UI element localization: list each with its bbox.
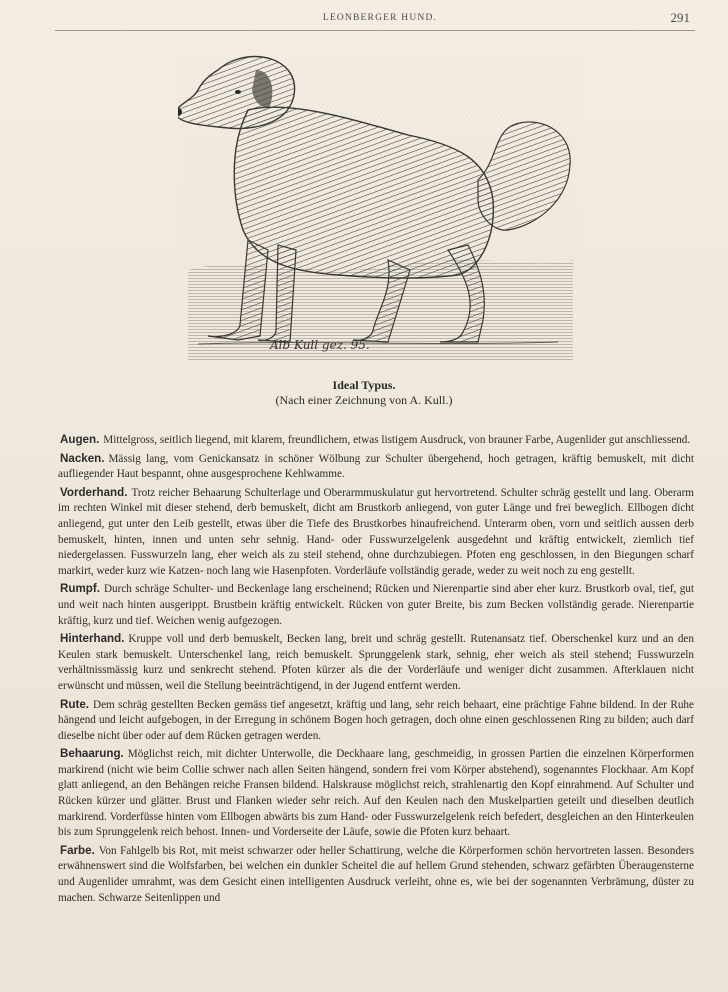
section-text: Von Fahlgelb bis Rot, mit meist schwarzer oder heller Schattirung, welche die Körperformen schön hervortreten lassen. Besonders erwähnenswert sind die Wolfsfarben, bei welchen ein dunkler Scheitel die auf hellem Grund stehenden, schwarz gefärbten Überaugensterne und Augenlider umrahmt, was dem Gesicht einen intelligenten Ausdruck verleiht, ohne es, wie bei der sogenannten Verbrämung, düster zu machen. Schwarze Seitenlippen und: [58, 844, 694, 904]
breed-standard-text: [58, 432, 694, 908]
section-term: Nacken.: [60, 451, 105, 465]
section-term: Rumpf.: [60, 582, 100, 596]
section-term: Rute.: [60, 697, 89, 711]
section-rute: [58, 697, 694, 745]
section-hinterhand: [58, 631, 694, 694]
section-text: Durch schräge Schulter- und Beckenlage lang erscheinend; Rücken und Nierenpartie sind aber eher kurz. Brustkorb oval, tief, gut und weit nach hinten ausgerippt. Brustbein kräftig entwickelt. Rücken von guter Breite, bis zum Becken vollständig gerade. Nierenpartie kräftig, kurz und tief. Weichen wenig aufgezogen.: [58, 583, 694, 627]
section-text: Mässig lang, vom Genickansatz in schöner Wölbung zur Schulter übergehend, hoch getragen, kräftig bemuskelt, mit dicht aufliegender Haut bespannt, ohne ausgesprochene Kehlwamme.: [58, 452, 694, 481]
section-behaarung: [58, 746, 694, 841]
section-text: Trotz reicher Behaarung Schulterlage und Oberarmmuskulatur gut hervortretend. Schulter schräg gestellt und lang. Oberarm im rechten Winkel mit dieser stehend, derb bemuskelt, dicht am Brustkorb anliegend, von guter Länge und frei beweglich. Ellbogen dicht anliegend, gut unter den Leib gestellt, etwas über die Tiefe des Brustkorbes hinaufreichend. Unterarm oben, vorn und seitlich aussen derb bemuskelt, hinten, innen und unten sehr sehnig. Hand- oder Fusswurzelgelenk ausgedehnt und kräftig entwickelt, ziemlich tief niedergelassen. Fusswurzeln lang, eher weich als zu steil stehend, ohne durchzubiegen. Pfoten eng geschlossen, in den Biegungen scharf markirt, weder kurz wie Katzen- noch lang wie Hasenpfoten. Vorderläufe vollständig gerade, weder zu weit noch zu eng gestellt.: [58, 486, 694, 577]
section-term: Behaarung.: [60, 747, 124, 761]
section-term: Hinterhand.: [60, 632, 125, 646]
caption-credit: (Nach einer Zeichnung von A. Kull.): [275, 393, 453, 407]
running-title: LEONBERGER HUND.: [322, 13, 438, 23]
section-text: Dem schräg gestellten Becken gemäss tief angesetzt, kräftig und lang, sehr reich behaart, eine prächtige Fahne bildend. In der Ruhe hängend und leicht aufgebogen, in der Erregung in schönem Bogen hoch getragen, doch ohne einen geschlossenen Ring zu bilden; auch darf dieselbe nicht über oder auf dem Rücken getragen werden.: [58, 698, 694, 742]
page-number: 291: [670, 10, 690, 25]
section-farbe: [58, 843, 694, 906]
caption-title: Ideal Typus.: [332, 378, 396, 392]
section-augen: [58, 432, 694, 449]
section-term: Farbe.: [60, 843, 95, 857]
section-term: Augen.: [60, 433, 100, 446]
section-text: Möglichst reich, mit dichter Unterwolle, die Deckhaare lang, geschmeidig, in grossen Partien die einzelnen Körperformen markirend (nicht wie beim Collie schwer nach allen Seiten hängend, sondern frei vom Körper abstehend), sogenanntes Flockhaar. Am Kopf glatt anliegend, an den Behängen reiche Fransen bildend. Halskrause möglichst reich, strahlenartig den Kopf einrahmend. Auf Schulter und Rücken kürzer und glätter. Brust und Flanken wieder sehr reich. Auf den Keulen nach den Muskelpartien geteilt und dieselben deutlich markirend. Vorderfüsse hinten vom Ellbogen abwärts bis zum Hand- oder Fusswurzelgelenk reich befedert, desgleichen an den Hinterkeulen bis zum Sprunggelenk reich behost. Innen- und Vorderseite der Läufe, sowie die Pfoten kurz behaart.: [58, 748, 694, 839]
figure-caption: [0, 378, 728, 408]
header-rule: [55, 30, 695, 31]
leonberger-engraving: [178, 40, 578, 370]
dog-illustration: [178, 40, 578, 370]
section-term: Vorderhand.: [60, 485, 128, 499]
running-head: [60, 10, 700, 26]
section-rumpf: [58, 581, 694, 629]
section-text: Kruppe voll und derb bemuskelt, Becken lang, breit und schräg gestellt. Rutenansatz tief. Oberschenkel kurz und an den Keulen stark bemuskelt. Unterschenkel lang, reich bemuskelt. Sprunggelenk stark, sehnig, eher weich als steil stehend; Fusswurzeln verhältnissmässig kurz und senkrecht stehend. Pfoten kürzer als die der Vorderläufe und weniger dicht zusammen. Afterklauen nicht erwünscht und müssen, weil die Stellung beeinträchtigend, in der Jugend entfernt werden.: [58, 633, 694, 692]
artist-signature: Alb Kull gez. 95.: [270, 338, 370, 352]
section-nacken: [58, 451, 694, 483]
section-vorderhand: [58, 485, 694, 580]
section-text: Mittelgross, seitlich liegend, mit klarem, freundlichem, etwas listigem Ausdruck, von brauner Farbe, Augenlider gut anschliessend.: [103, 434, 691, 446]
